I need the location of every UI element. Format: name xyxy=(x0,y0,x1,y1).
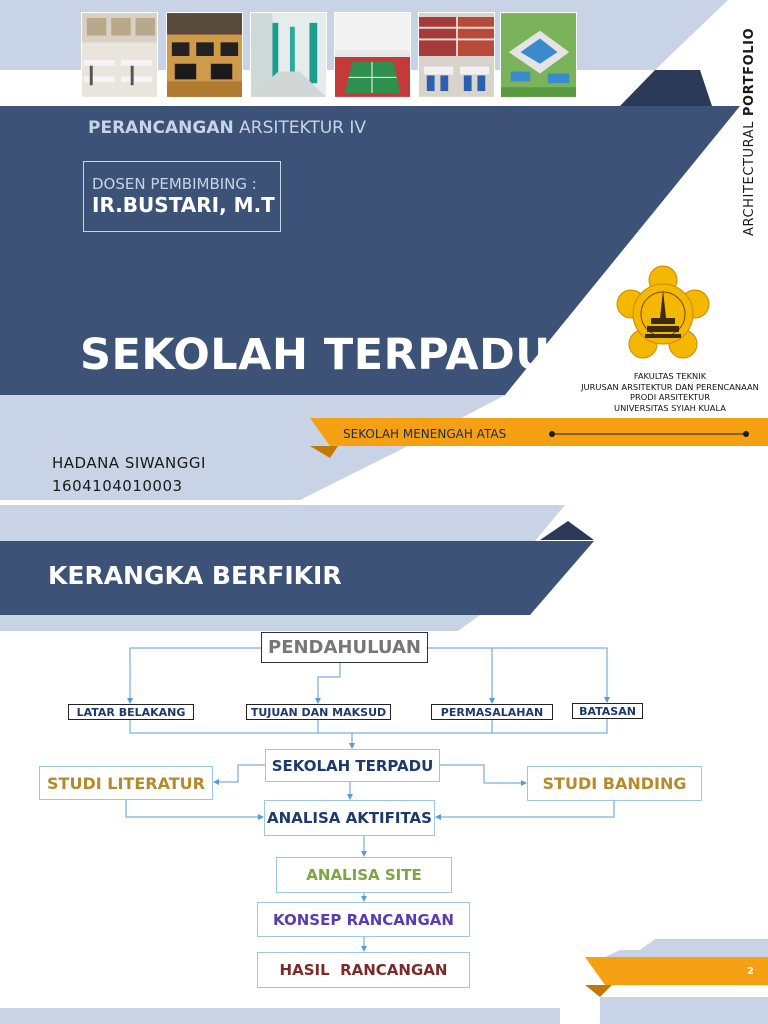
faculty-info xyxy=(560,371,768,413)
student-name: HADANA SIWANGGI xyxy=(52,454,206,472)
box-tujuan-dan-maksud: TUJUAN DAN MAKSUD xyxy=(246,704,391,720)
supervisor-box xyxy=(83,161,281,232)
student-id: 1604104010003 xyxy=(52,477,183,495)
photo-computer-lab xyxy=(166,12,243,98)
university-logo xyxy=(615,262,711,366)
box-batasan: BATASAN xyxy=(572,703,643,719)
box-latar-belakang: LATAR BELAKANG xyxy=(68,704,194,720)
box-konsep-rancangan: KONSEP RANCANGAN xyxy=(257,902,470,937)
photo-classroom xyxy=(81,12,158,98)
framework-title: KERANGKA BERFIKIR xyxy=(48,561,342,590)
box-hasil-rancangan: HASIL RANCANGAN xyxy=(257,952,470,988)
box-analisa-site: ANALISA SITE xyxy=(276,857,452,893)
supervisor-name: IR.BUSTARI, M.T xyxy=(92,193,275,217)
page-number: 2 xyxy=(747,966,754,977)
university-line: UNIVERSITAS SYIAH KUALA xyxy=(614,402,726,413)
department-line: JURUSAN ARSITEKTUR DAN PERENCANAAN xyxy=(581,381,759,392)
photo-library xyxy=(418,12,495,98)
cover-page xyxy=(0,0,768,505)
vertical-bold: PORTFOLIO xyxy=(742,27,757,117)
cover-title: SEKOLAH TERPADU xyxy=(80,330,551,380)
architectural-portfolio-label xyxy=(742,28,757,236)
course-name-rest: ARSITEKTUR IV xyxy=(239,118,367,138)
program-line: PRODI ARSITEKTUR xyxy=(630,392,710,402)
framework-page xyxy=(0,505,768,1024)
box-sekolah-terpadu: SEKOLAH TERPADU xyxy=(265,749,440,782)
box-permasalahan: PERMASALAHAN xyxy=(431,704,553,720)
course-name-bold: PERANCANGAN xyxy=(88,118,234,138)
box-analisa-aktifitas: ANALISA AKTIFITAS xyxy=(264,800,435,836)
photo-corridor xyxy=(250,12,327,98)
faculty-line: FAKULTAS TEKNIK xyxy=(633,371,707,381)
course-name xyxy=(88,118,366,138)
school-level-label: SEKOLAH MENENGAH ATAS xyxy=(343,427,507,441)
supervisor-label: DOSEN PEMBIMBING : xyxy=(92,175,257,193)
box-studi-banding: STUDI BANDING xyxy=(527,766,702,801)
photo-sports-hall xyxy=(334,12,411,98)
band-line-decoration xyxy=(548,428,750,440)
box-studi-literatur: STUDI LITERATUR xyxy=(39,766,213,800)
vertical-prefix: ARCHITECTURAL xyxy=(742,120,757,236)
box-pendahuluan: PENDAHULUAN xyxy=(261,632,428,663)
photo-campus-aerial xyxy=(500,12,577,98)
student-info xyxy=(52,452,206,498)
